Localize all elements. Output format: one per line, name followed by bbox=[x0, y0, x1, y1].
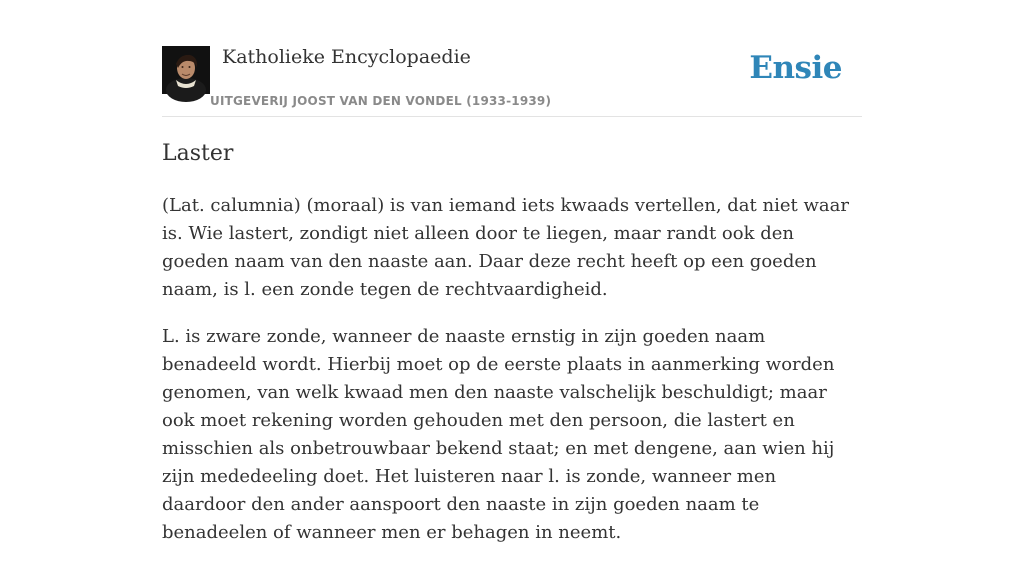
article-paragraph-2: L. is zware zonde, wanneer de naaste ernstig in zijn goeden naam benadeeld wordt. Hierbij moet op de eerste plaats in aanmerking worden genomen, van welk kwaad men den naaste valschelijk beschuldigt; maar ook moet rekening worden gehouden met den persoon, die lastert en misschien als onbetrouwbaar bekend staat; en met dengene, aan wien hij zijn mededeeling doet. Het luisteren naar l. is zonde, wanneer men daardoor den ander aanspoort den naaste in zijn goeden naam te benadeelen of wanneer men er behagen in neemt. bbox=[162, 326, 835, 543]
portrait-avatar-icon[interactable] bbox=[162, 46, 210, 94]
page bbox=[162, 0, 862, 543]
article-body bbox=[162, 192, 862, 566]
portrait-avatar-icon-graphic bbox=[162, 46, 210, 94]
article-paragraph-1: (Lat. calumnia) (moraal) is van iemand iets kwaads vertellen, dat niet waar is. Wie lastert, zondigt niet alleen door te liegen, maar randt ook den goeden naam van den naaste aan. Daar deze recht heeft op een goeden naam, is l. een zonde tegen de rechtvaardigheid. bbox=[162, 195, 849, 300]
publication-header bbox=[162, 0, 862, 117]
article-title: Laster bbox=[162, 141, 234, 166]
publication-subtitle: UITGEVERIJ JOOST VAN DEN VONDEL (1933-1939) bbox=[210, 94, 552, 108]
publication-title[interactable]: Katholieke Encyclopaedie bbox=[222, 46, 471, 68]
brand-logo-link[interactable]: Ensie bbox=[749, 50, 842, 86]
